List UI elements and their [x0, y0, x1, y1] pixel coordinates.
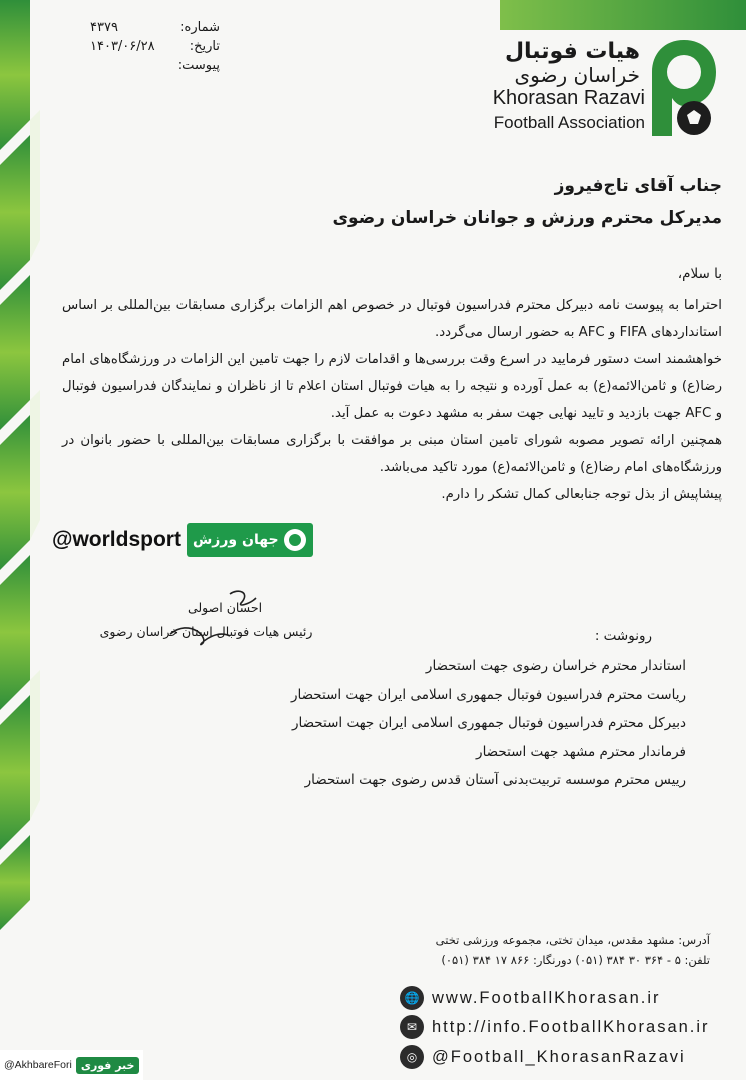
- date-label: تاریخ:: [189, 39, 220, 54]
- letter-closing: پیشاپیش از بذل توجه جنابعالی کمال تشکر را دارم.: [441, 487, 722, 502]
- cc-item: ریاست محترم فدراسیون فوتبال جمهوری اسلامی ایران جهت استحضار: [290, 686, 686, 703]
- top-green-bar: [500, 0, 746, 30]
- logo-title-fa-line2: خراسان رضوی: [514, 63, 640, 87]
- letter-paragraph-1: احتراما به پیوست نامه دبیرکل محترم فدراسیون فوتبال در خصوص اهم الزامات برگزاری مسابقات بین‌المللی بر اساس استانداردهای FIFA و AFC به حضور ارسال می‌گردد.: [62, 298, 722, 340]
- letter-paragraph-2: خواهشمند است دستور فرمایید در اسرع وقت بررسی‌ها و اقدامات لازم را جهت تامین این الزامات در ورزشگاه‌های امام رضا(ع) و ثامن‌الائمه(ع) به عمل آورده و نتیجه را به هیات فوتبال استان اعلام تا از ناظران و نمایندگان فدراسیون فوتبال و AFC جهت بازدید و تایید نهایی جهت سفر به مشهد دعوت به عمل آید.: [62, 352, 722, 421]
- footer-instagram[interactable]: @Football_KhorasanRazavi: [432, 1047, 686, 1066]
- watermark-handle: @worldsport: [52, 528, 181, 551]
- letter-paragraph-3: همچنین ارائه تصویر مصوبه شورای تامین استان مبنی بر موافقت با برگزاری مسابقات بین‌المللی با حضور بانوان در ورزشگاه‌های امام رضا(ع) و ثامن‌الائمه(ع) مورد تاکید می‌باشد.: [62, 433, 722, 475]
- handwritten-signature-icon: [110, 588, 310, 648]
- worldsport-logo-icon: [283, 528, 307, 552]
- footer-email-row: [400, 1013, 710, 1041]
- worldsport-watermark: [52, 520, 313, 560]
- cc-item: رییس محترم موسسه تربیت‌بدنی آستان قدس رضوی جهت استحضار: [304, 772, 686, 788]
- letter-meta: [90, 18, 220, 75]
- attachment-label: پیوست:: [177, 58, 220, 73]
- left-chevron-ribbon: [0, 0, 46, 1080]
- signatory-title: رئیس هیات فوتبال استان خراسان رضوی: [99, 624, 313, 639]
- date-value: ۱۴۰۳/۰۶/۲۸: [90, 39, 155, 54]
- letter-attachment-row: [90, 56, 220, 75]
- bottom-credit: [0, 1050, 143, 1080]
- logo-title-en-line2: Football Association: [493, 113, 645, 132]
- footer-address-block: [436, 930, 710, 970]
- logo-title-en-line1: Khorasan Razavi: [492, 87, 645, 109]
- cc-label: رونوشت :: [594, 628, 652, 644]
- cc-list: [166, 652, 686, 795]
- footer-instagram-row: [400, 1043, 686, 1071]
- cc-item: دبیرکل محترم فدراسیون فوتبال جمهوری اسلامی ایران جهت استحضار: [291, 715, 686, 731]
- credit-logo: خبر فوری: [76, 1057, 140, 1074]
- instagram-icon: ◎: [400, 1045, 424, 1069]
- letter-body: [62, 292, 722, 508]
- letter-greeting: با سلام،: [677, 266, 722, 282]
- recipient-name: جناب آقای تاج‌فیروز: [554, 176, 722, 196]
- footer-phone: تلفن: ۵ - ۳۶۴ ۳۰ ۳۸۴ (۰۵۱) دورنگار: ۸۶۶ ۱۷ ۳۸۴ (۰۵۱): [441, 953, 710, 967]
- cc-item: استاندار محترم خراسان رضوی جهت استحضار: [425, 658, 686, 674]
- cc-item: فرماندار محترم مشهد جهت استحضار: [476, 743, 686, 760]
- number-value: ۴۳۷۹: [90, 20, 118, 35]
- mail-icon: ✉: [400, 1015, 424, 1039]
- globe-icon: 🌐: [400, 986, 424, 1010]
- footer-website[interactable]: www.FootballKhorasan.ir: [432, 988, 661, 1007]
- letter-number-row: [90, 18, 220, 37]
- watermark-badge-text: جهان ورزش: [192, 532, 279, 548]
- watermark-badge: [187, 523, 313, 557]
- credit-handle: @AkhbareFori: [4, 1059, 72, 1071]
- logo-title-fa-line1: هیات فوتبال: [504, 39, 640, 64]
- recipient-title: مدیرکل محترم ورزش و جوانان خراسان رضوی: [332, 208, 722, 228]
- association-logo-icon: [650, 38, 718, 138]
- footer-email[interactable]: http://info.FootballKhorasan.ir: [432, 1017, 710, 1036]
- letter-date-row: [90, 37, 220, 56]
- footer-website-row: [400, 984, 661, 1012]
- number-label: شماره:: [180, 20, 220, 35]
- footer-address: آدرس: مشهد مقدس، میدان تختی، مجموعه ورزشی تختی: [435, 933, 710, 947]
- signatory-name: احسان اصولی: [187, 600, 263, 615]
